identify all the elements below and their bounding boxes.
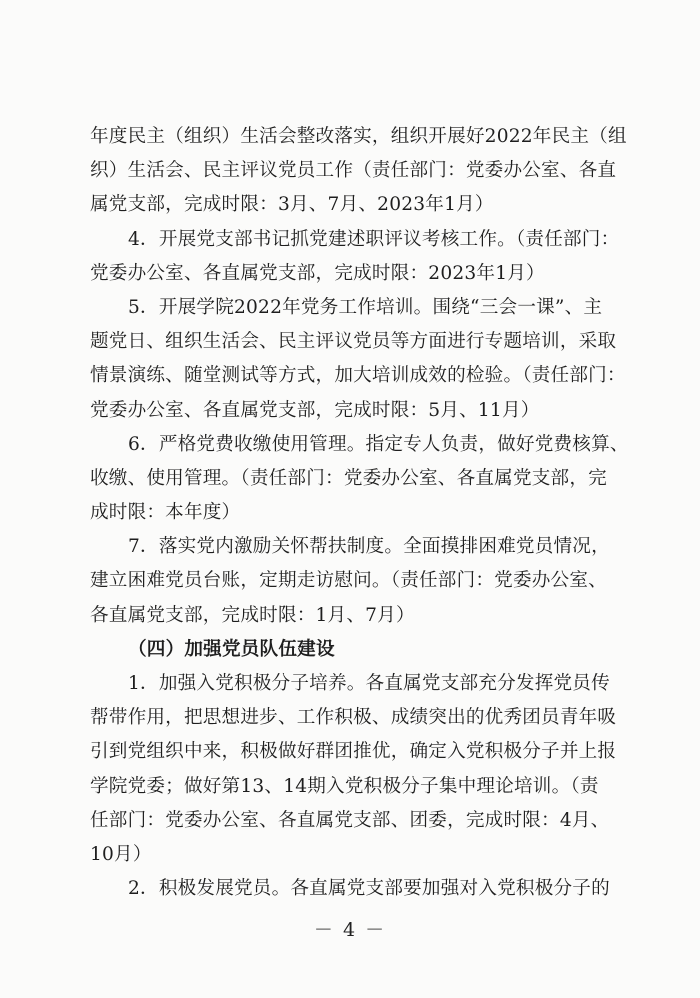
- text-line: 1．加强入党积极分子培养。各直属党支部充分发挥党员传: [128, 673, 610, 694]
- text-line: 学院党委；做好第13、14期入党积极分子集中理论培训。（责: [90, 775, 599, 797]
- section-heading: （四）加强党员队伍建设: [128, 638, 335, 660]
- text-line: 任部门：党委办公室、各直属党支部、团委，完成时限：4月、: [90, 809, 610, 831]
- text-line: 题党日、组织生活会、民主评议党员等方面进行专题培训，采取: [90, 331, 617, 353]
- text-line: 年度民主（组织）生活会整改落实，组织开展好2022年民主（组: [90, 126, 627, 147]
- text-line: 引到党组织中来，积极做好群团推优，确定入党积极分子并上报: [90, 741, 617, 763]
- text-line: 帮带作用，把思想进步、工作积极、成绩突出的优秀团员青年吸: [90, 707, 617, 729]
- text-line: 党委办公室、各直属党支部，完成时限：2023年1月）: [90, 262, 545, 284]
- text-line: 属党支部，完成时限：3月、7月、2023年1月）: [90, 194, 494, 216]
- text-line: 织）生活会、民主评议党员工作（责任部门：党委办公室、各直: [90, 160, 617, 182]
- text-line: 4．开展党支部书记抓党建述职评议考核工作。（责任部门：: [128, 228, 620, 250]
- text-line: 各直属党支部，完成时限：1月、7月）: [90, 604, 415, 626]
- text-line: 党委办公室、各直属党支部，完成时限：5月、11月）: [90, 399, 540, 421]
- document-body: [90, 120, 629, 906]
- text-line: 成时限：本年度）: [90, 502, 241, 524]
- text-line: 5．开展学院2022年党务工作培训。围绕“三会一课”、主: [128, 296, 603, 318]
- text-line: 2．积极发展党员。各直属党支部要加强对入党积极分子的: [128, 878, 610, 900]
- text-line: 10月）: [90, 843, 152, 865]
- page-number: － 4 －: [313, 919, 387, 941]
- text-line: 7．落实党内激励关怀帮扶制度。全面摸排困难党员情况，: [128, 536, 610, 558]
- text-line: 6．严格党费收缴使用管理。指定专人负责，做好党费核算、: [128, 433, 629, 455]
- text-line: 建立困难党员台账，定期走访慰问。（责任部门：党委办公室、: [90, 570, 607, 592]
- text-line: 收缴、使用管理。（责任部门：党委办公室、各直属党支部，完: [90, 467, 607, 489]
- text-line: 情景演练、随堂测试等方式，加大培训成效的检验。（责任部门：: [90, 365, 626, 387]
